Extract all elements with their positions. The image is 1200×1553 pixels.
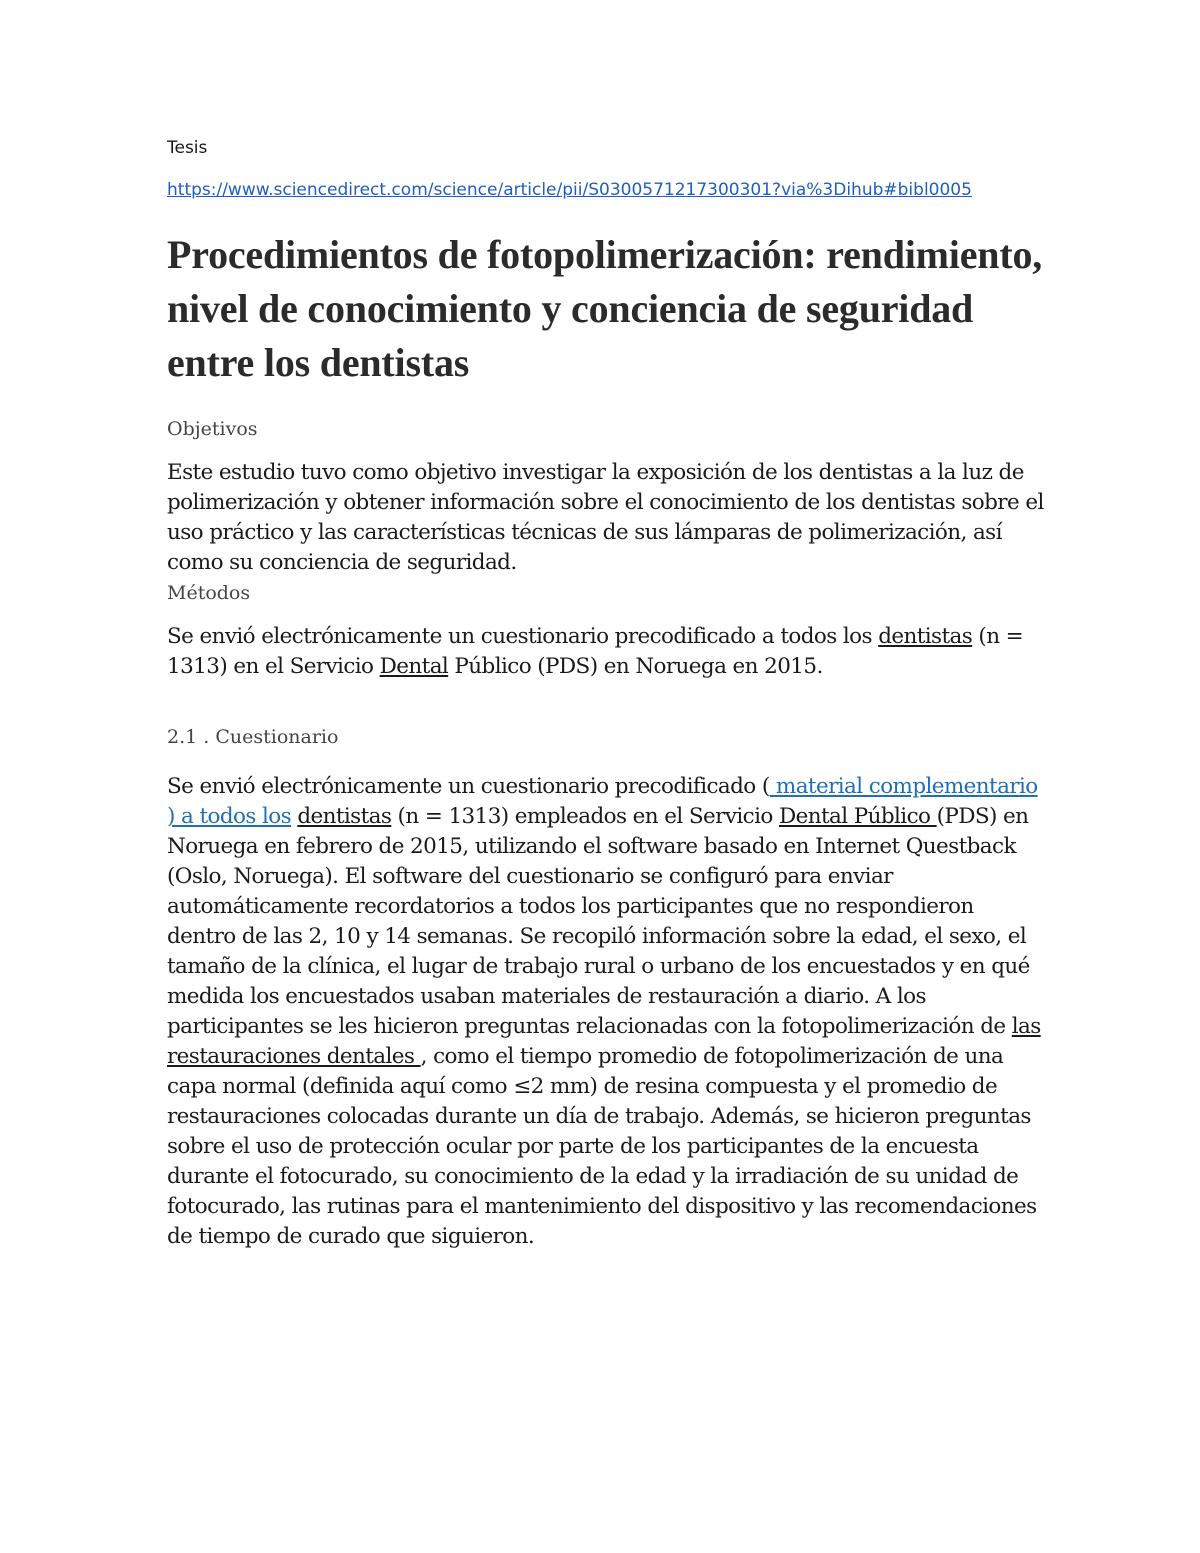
questionnaire-text-4: (PDS) en Noruega en febrero de 2015, utilizando el software basado en Internet Questback (Oslo, Noruega). El software del cuestionario se configuró para enviar automáticamente recordatorios a todos los participantes que no respondieron dentro de las 2, 10 y 14 semanas. Se recopiló información sobre la edad, el sexo, el tamaño de la clínica, el lugar de trabajo rural o urbano de los encuestados y en qué medida los encuestados usaban materiales de restauración a diario. A los participantes se les hicieron preguntas relacionadas con la fotopolimerización de <box>167 804 1030 1039</box>
objectives-heading: Objetivos <box>167 418 258 440</box>
methods-text-post: Público (PDS) en Noruega en 2015. <box>448 654 823 679</box>
doc-label: Tesis <box>167 138 208 158</box>
methods-heading: Métodos <box>167 582 251 604</box>
objectives-paragraph: Este estudio tuvo como objetivo investigar la exposición de los dentistas a la luz de polimerización y obtener información sobre el conocimiento de los dentistas sobre el uso práctico y las características técnicas de sus lámparas de polimerización, así como su conciencia de seguridad. <box>167 460 1044 575</box>
material-complementario-link[interactable]: material complementario ) a todos los <box>167 774 1038 829</box>
dental-link[interactable]: Dental <box>379 654 449 679</box>
methods-paragraph <box>167 622 1047 682</box>
dentistas-link-2[interactable]: dentistas <box>297 804 392 829</box>
questionnaire-text-3: (n = 1313) empleados en el Servicio <box>391 804 779 829</box>
questionnaire-heading: 2.1 . Cuestionario <box>167 726 339 748</box>
questionnaire-paragraph <box>167 772 1047 1252</box>
dentistas-link[interactable]: dentistas <box>878 624 973 649</box>
questionnaire-text-1: Se envió electrónicamente un cuestionario precodificado ( <box>167 774 770 799</box>
methods-text-pre: Se envió electrónicamente un cuestionario precodificado a todos los <box>167 624 879 649</box>
document-body <box>167 138 1047 1252</box>
article-title: Procedimientos de fotopolimerización: rendimiento, nivel de conocimiento y conciencia de seguridad entre los dentistas <box>167 232 1043 385</box>
dental-publico-link[interactable]: Dental Público <box>778 804 937 829</box>
restauraciones-link[interactable]: las restauraciones dentales <box>167 1014 1041 1069</box>
source-url-link[interactable]: https://www.sciencedirect.com/science/article/pii/S0300571217300301?via%3Dihub#bibl0005 <box>167 180 972 200</box>
methods-text-mid: (n = 1313) en el Servicio <box>167 624 1024 679</box>
questionnaire-text-5: , como el tiempo promedio de fotopolimerización de una capa normal (definida aquí como ≤2 mm) de resina compuesta y el promedio de restauraciones colocadas durante un día de trabajo. Además, se hicieron preguntas sobre el uso de protección ocular por parte de los participantes de la encuesta durante el fotocurado, su conocimiento de la edad y la irradiación de su unidad de fotocurado, las rutinas para el mantenimiento del dispositivo y las recomendaciones de tiempo de curado que siguieron. <box>167 1044 1037 1249</box>
